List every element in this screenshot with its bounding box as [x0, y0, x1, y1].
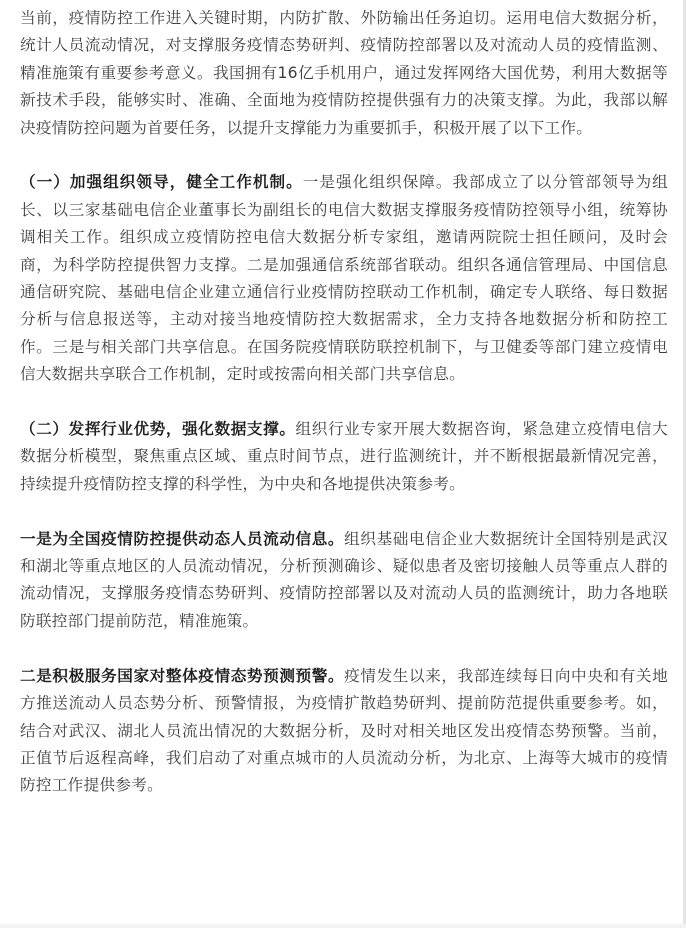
intro-paragraph: 当前，疫情防控工作进入关键时期，内防扩散、外防输出任务迫切。运用电信大数据分析，统计人员流动情况，对支撑服务疫情态势研判、疫情防控部署以及对流动人员的疫情监测、精准施策有重要参考意义。我国拥有16亿手机用户，通过发挥网络大国优势，利用大数据等新技术手段，能够实时、准确、全面地为疫情防控提供强有力的决策支撑。为此，我部以解决疫情防控问题为首要任务，以提升支撑能力为重要抓手，积极开展了以下工作。: [20, 9, 668, 137]
section-heading: 二是积极服务国家对整体疫情态势预测预警。: [20, 666, 345, 685]
article-body: [20, 5, 668, 800]
section-data-support: [20, 416, 668, 498]
page-bottom-edge: [0, 924, 686, 928]
section-text: 一是强化组织保障。我部成立了以分管部领导为组长、以三家基础电信企业董事长为副组长的电信大数据支撑服务疫情防控领导小组，统筹协调相关工作。组织成立疫情防控电信大数据分析专家组，邀请两院院士担任顾问，及时会商，为科学防控提供智力支撑。二是加强通信系统部省联动。组织各通信管理局、中国信息通信研究院、基础电信企业建立通信行业疫情防控联动工作机制，确定专人联络、每日数据分析与信息报送等，主动对接当地疫情防控大数据需求，全力支持各地数据分析和防控工作。三是与相关部门共享信息。在国务院疫情联防联控机制下，与卫健委等部门建立疫情电信大数据共享联合工作机制，定时或按需向相关部门共享信息。: [20, 173, 668, 384]
section-heading: （二）发挥行业优势，强化数据支撑。: [20, 420, 296, 439]
section-heading: （一）加强组织领导，健全工作机制。: [20, 173, 303, 192]
section-mobility-info: [20, 526, 668, 636]
section-text: 疫情发生以来，我部连续每日向中央和有关地方推送流动人员态势分析、预警情报，为疫情扩散趋势研判、提前防范提供重要参考。如，结合对武汉、湖北人员流出情况的大数据分析，及时对相关地区发出疫情态势预警。当前，正值节后返程高峰，我们启动了对重点城市的人员流动分析，为北京、上海等大城市的疫情防控工作提供参考。: [20, 666, 668, 795]
section-organization: [20, 169, 668, 388]
section-early-warning: [20, 663, 668, 800]
section-text: 组织基础电信企业大数据统计全国特别是武汉和湖北等重点地区的人员流动情况，分析预测确诊、疑似患者及密切接触人员等重点人群的流动情况，支撑服务疫情态势研判、疫情防控部署以及对流动人员的监测统计，助力各地联防联控部门提前防范，精准施策。: [20, 529, 668, 630]
section-text: 组织行业专家开展大数据咨询，紧急建立疫情电信大数据分析模型，聚焦重点区域、重点时间节点，进行监测统计，并不断根据最新情况完善，持续提升疫情防控支撑的科学性，为中央和各地提供决策参考。: [20, 420, 668, 493]
section-heading: 一是为全国疫情防控提供动态人员流动信息。: [20, 529, 345, 548]
